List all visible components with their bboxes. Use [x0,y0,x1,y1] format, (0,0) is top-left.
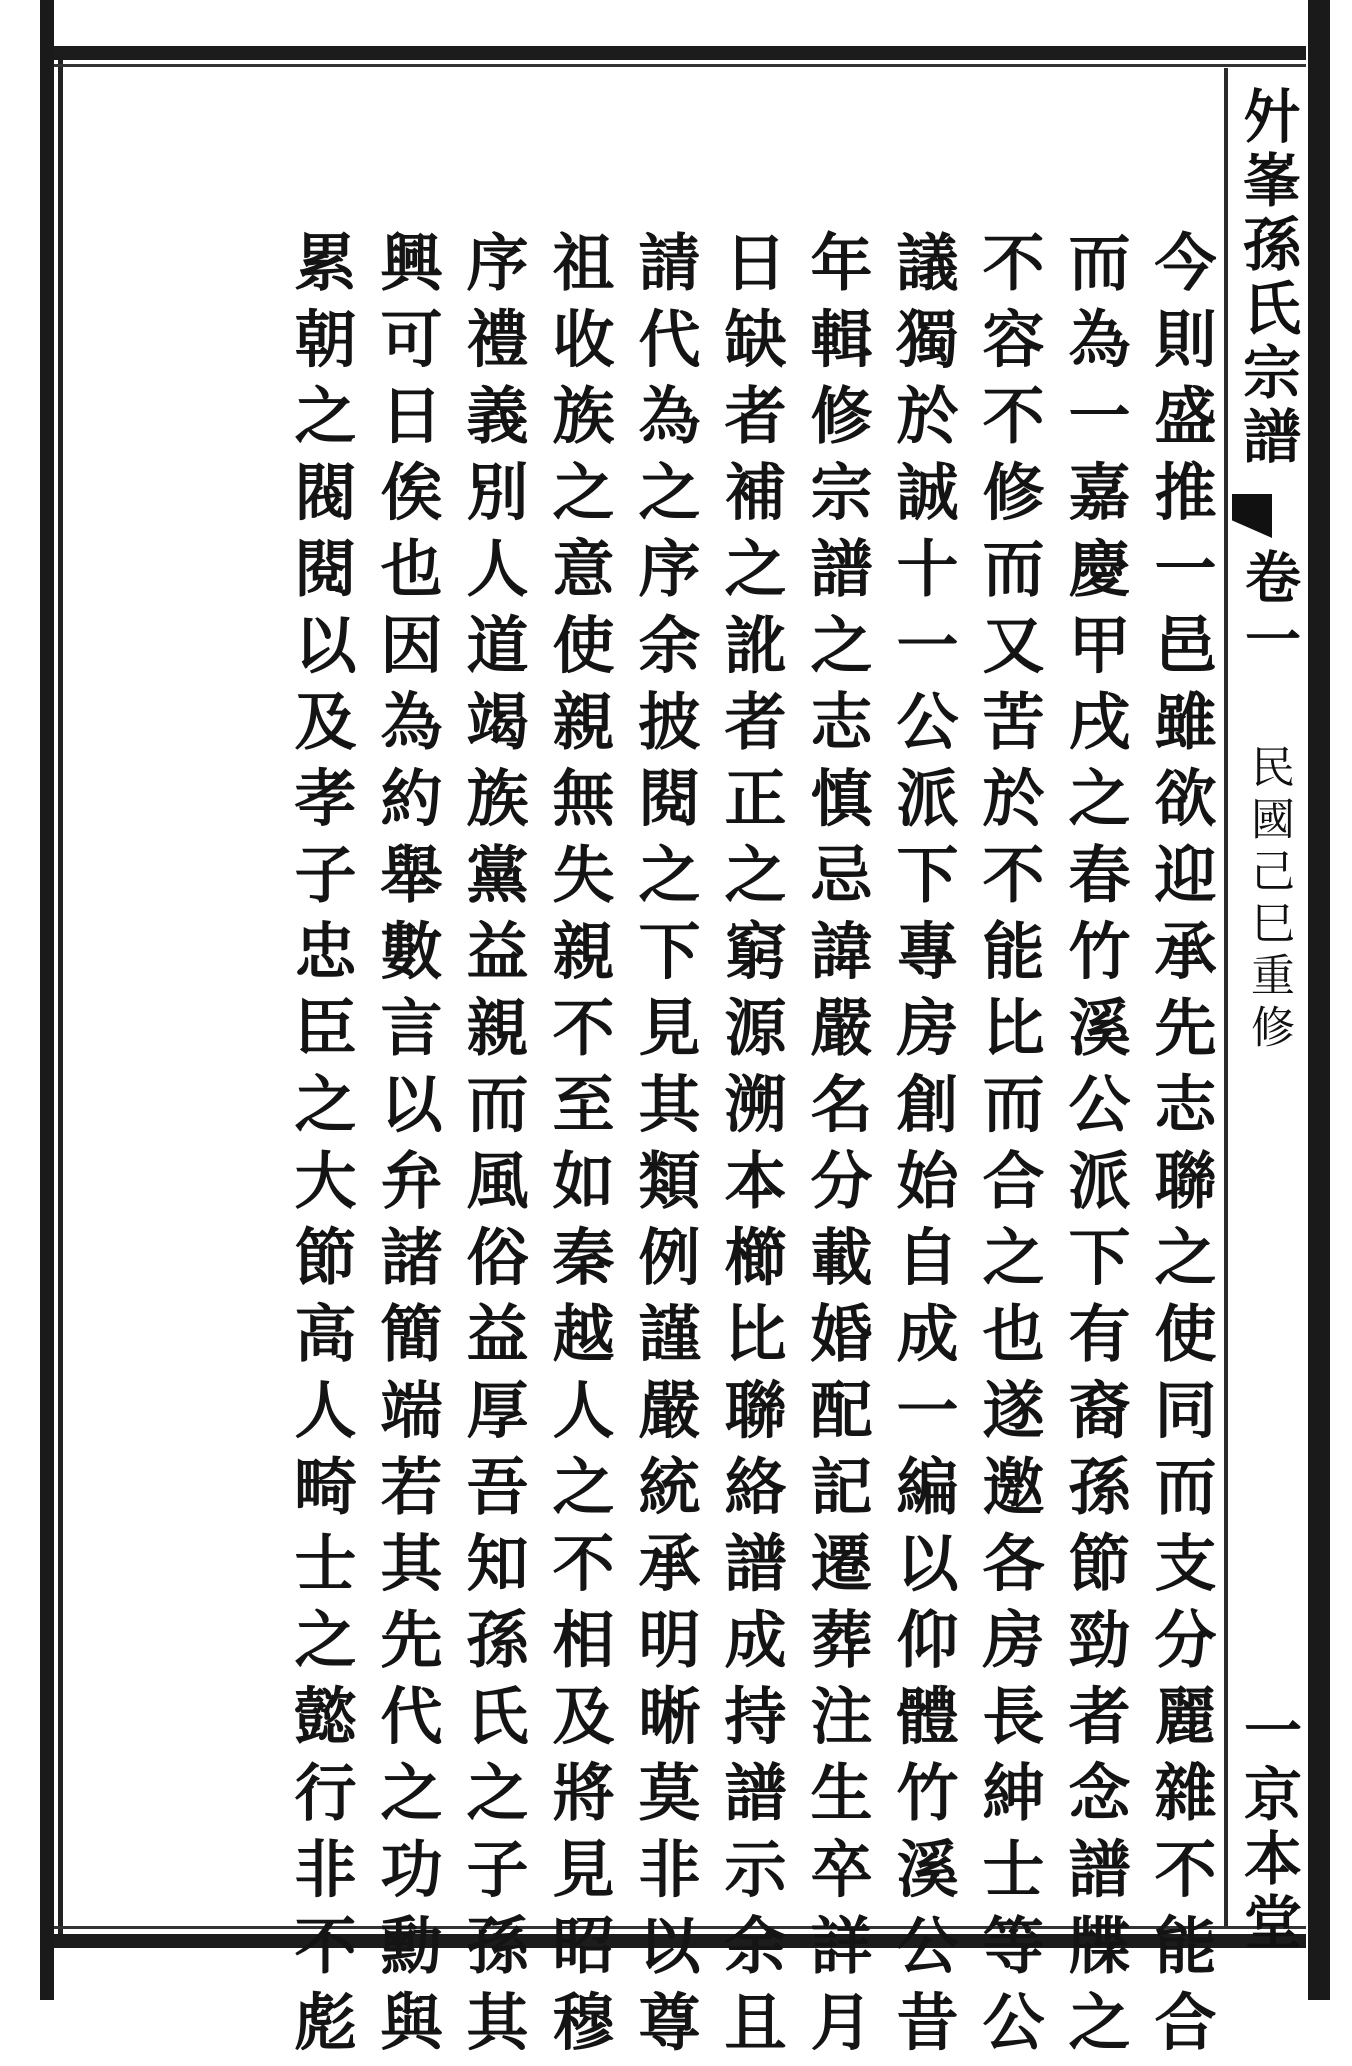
book-title: 㚈峯孫氏宗譜 [1233,86,1301,470]
left-frame-line [58,48,63,1948]
text-column-4: 議獨於誠十一公派下專房創始自成一編以仰體竹溪公昔 [886,230,959,2066]
text-column-3: 不容不修而又苦於不能比而合之也遂邀各房長紳士等公 [972,230,1045,2066]
text-column-6: 日缺者補之訛者正之窮源溯本櫛比聯絡譜成持譜示余且 [714,230,787,2066]
main-text [66,230,1217,2066]
text-column-2: 而為一嘉慶甲戌之春竹溪公派下有裔孫節勁者念譜牒之 [1058,230,1131,2066]
text-column-9: 序禮義別人道竭族黨益親而風俗益厚吾知孫氏之子孫其 [456,230,529,2066]
top-frame-inner-line [54,64,1306,67]
text-column-8: 祖收族之意使親無失親不至如秦越人之不相及將見昭穆 [542,230,615,2066]
text-column-7: 請代為之序余披閱之下見其類例謹嚴統承明晰莫非以尊 [628,230,701,2066]
volume-label: 卷一 [1236,548,1302,672]
page-margin-right [1330,0,1352,2000]
right-frame-border [1308,0,1330,2000]
text-column-5: 年輯修宗譜之志慎忌諱嚴名分載婚配記遷葬注生卒詳月 [800,230,873,2066]
text-column-1: 今則盛推一邑雖欲迎承先志聯之使同而支分麗雜不能合 [1144,230,1217,2066]
left-binding-edge [40,0,54,2000]
edition-note: 民國己巳重修 [1243,744,1294,1056]
top-frame-border [54,46,1306,60]
text-column-10: 興可日俟也因為約舉數言以弁諸簡端若其先代之功勳與 [370,230,443,2066]
text-column-11: 累朝之閥閱以及孝子忠臣之大節高人畸士之懿行非不彪 [284,230,357,2066]
hall-name: 一京本堂 [1234,1700,1302,1956]
